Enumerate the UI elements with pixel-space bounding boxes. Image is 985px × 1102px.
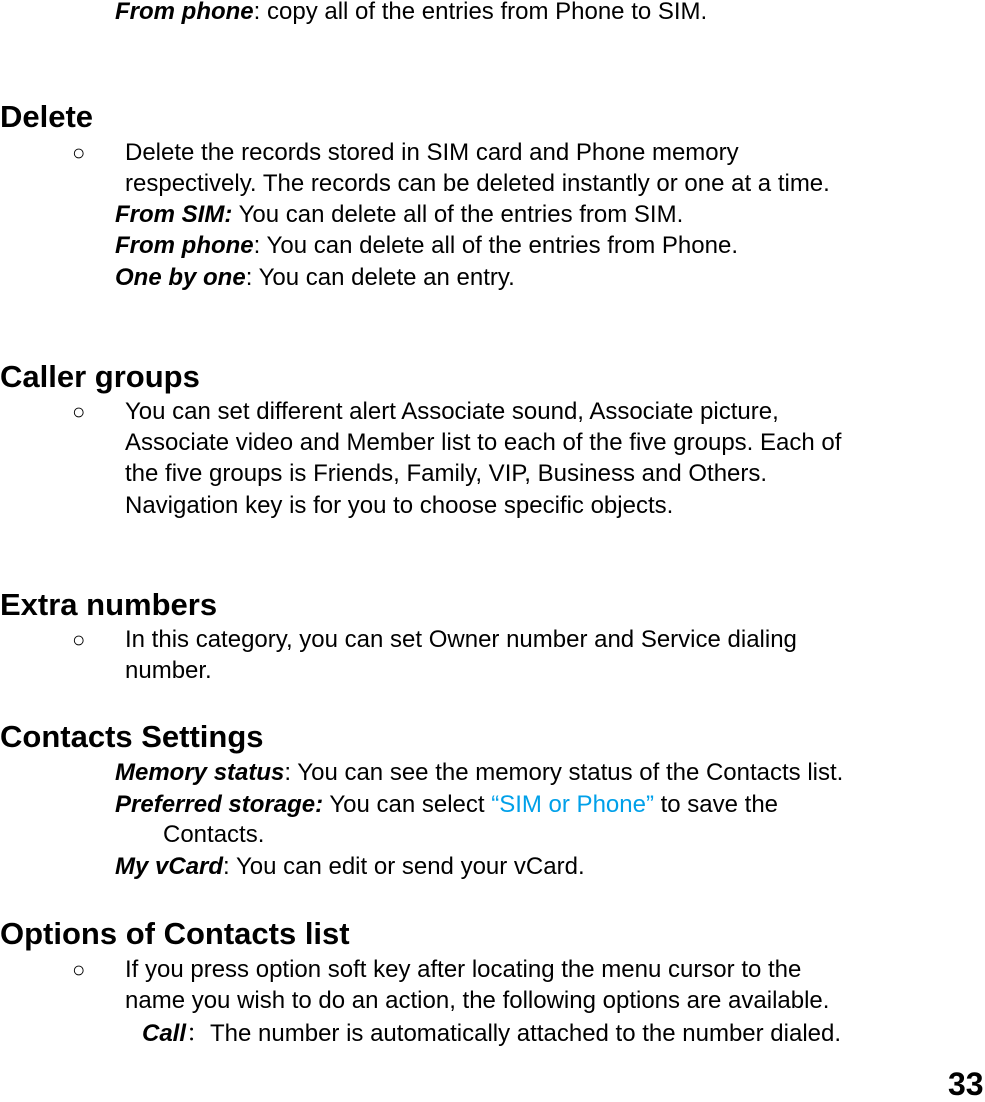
text: to save the: [653, 791, 779, 818]
delete-from-phone: [115, 232, 738, 260]
text: : You can edit or send your vCard.: [223, 853, 585, 880]
call-option-line: [142, 1020, 841, 1048]
delete-one-by-one: [115, 264, 515, 292]
bullet-icon: ○: [72, 627, 86, 652]
caller-groups-desc-3: the five groups is Friends, Family, VIP, Business and Others.: [125, 460, 768, 487]
highlight-text: “SIM or Phone”: [491, 791, 654, 818]
page-number: 33: [948, 1066, 984, 1102]
term: From phone: [115, 232, 254, 259]
preferred-storage-line: [115, 791, 778, 819]
section-heading-contacts-settings: Contacts Settings: [0, 719, 264, 754]
term: From phone: [115, 0, 254, 25]
from-phone-copy-line: [115, 0, 707, 26]
section-heading-delete: Delete: [0, 99, 94, 134]
term: Memory status: [115, 759, 285, 786]
preferred-storage-cont: Contacts.: [163, 821, 265, 848]
caller-groups-desc-4: Navigation key is for you to choose specific objects.: [125, 492, 674, 519]
delete-desc-2: respectively. The records can be deleted instantly or one at a time.: [125, 170, 830, 197]
term: My vCard: [115, 853, 224, 880]
text: : You can see the memory status of the Contacts list.: [284, 759, 844, 786]
text: ：The number is automatically attached to the number dialed.: [186, 1020, 842, 1047]
text: : copy all of the entries from Phone to SIM.: [253, 0, 708, 25]
options-desc-2: name you wish to do an action, the following options are available.: [125, 987, 830, 1014]
text: You can delete all of the entries from SIM.: [232, 201, 684, 228]
bullet-icon: ○: [72, 399, 86, 424]
options-desc-1: If you press option soft key after locating the menu cursor to the: [125, 956, 802, 983]
extra-numbers-desc-2: number.: [125, 657, 212, 684]
bullet-icon: ○: [72, 140, 86, 165]
section-heading-options: Options of Contacts list: [0, 916, 350, 951]
term: Call: [142, 1020, 187, 1047]
caller-groups-desc-1: You can set different alert Associate sound, Associate picture,: [125, 398, 779, 425]
term: One by one: [115, 264, 246, 291]
my-vcard-line: [115, 853, 585, 881]
section-heading-caller-groups: Caller groups: [0, 359, 200, 394]
caller-groups-desc-2: Associate video and Member list to each of the five groups. Each of: [125, 429, 842, 456]
delete-desc-1: Delete the records stored in SIM card and Phone memory: [125, 139, 739, 166]
extra-numbers-desc-1: In this category, you can set Owner number and Service dialing: [125, 626, 797, 653]
delete-from-sim: [115, 201, 683, 229]
term: From SIM:: [115, 201, 233, 228]
term: Preferred storage:: [115, 791, 324, 818]
bullet-icon: ○: [72, 957, 86, 982]
text: : You can delete all of the entries from Phone.: [253, 232, 738, 259]
section-heading-extra-numbers: Extra numbers: [0, 587, 218, 622]
memory-status-line: [115, 759, 843, 787]
text: You can select: [323, 791, 492, 818]
text: : You can delete an entry.: [245, 264, 515, 291]
